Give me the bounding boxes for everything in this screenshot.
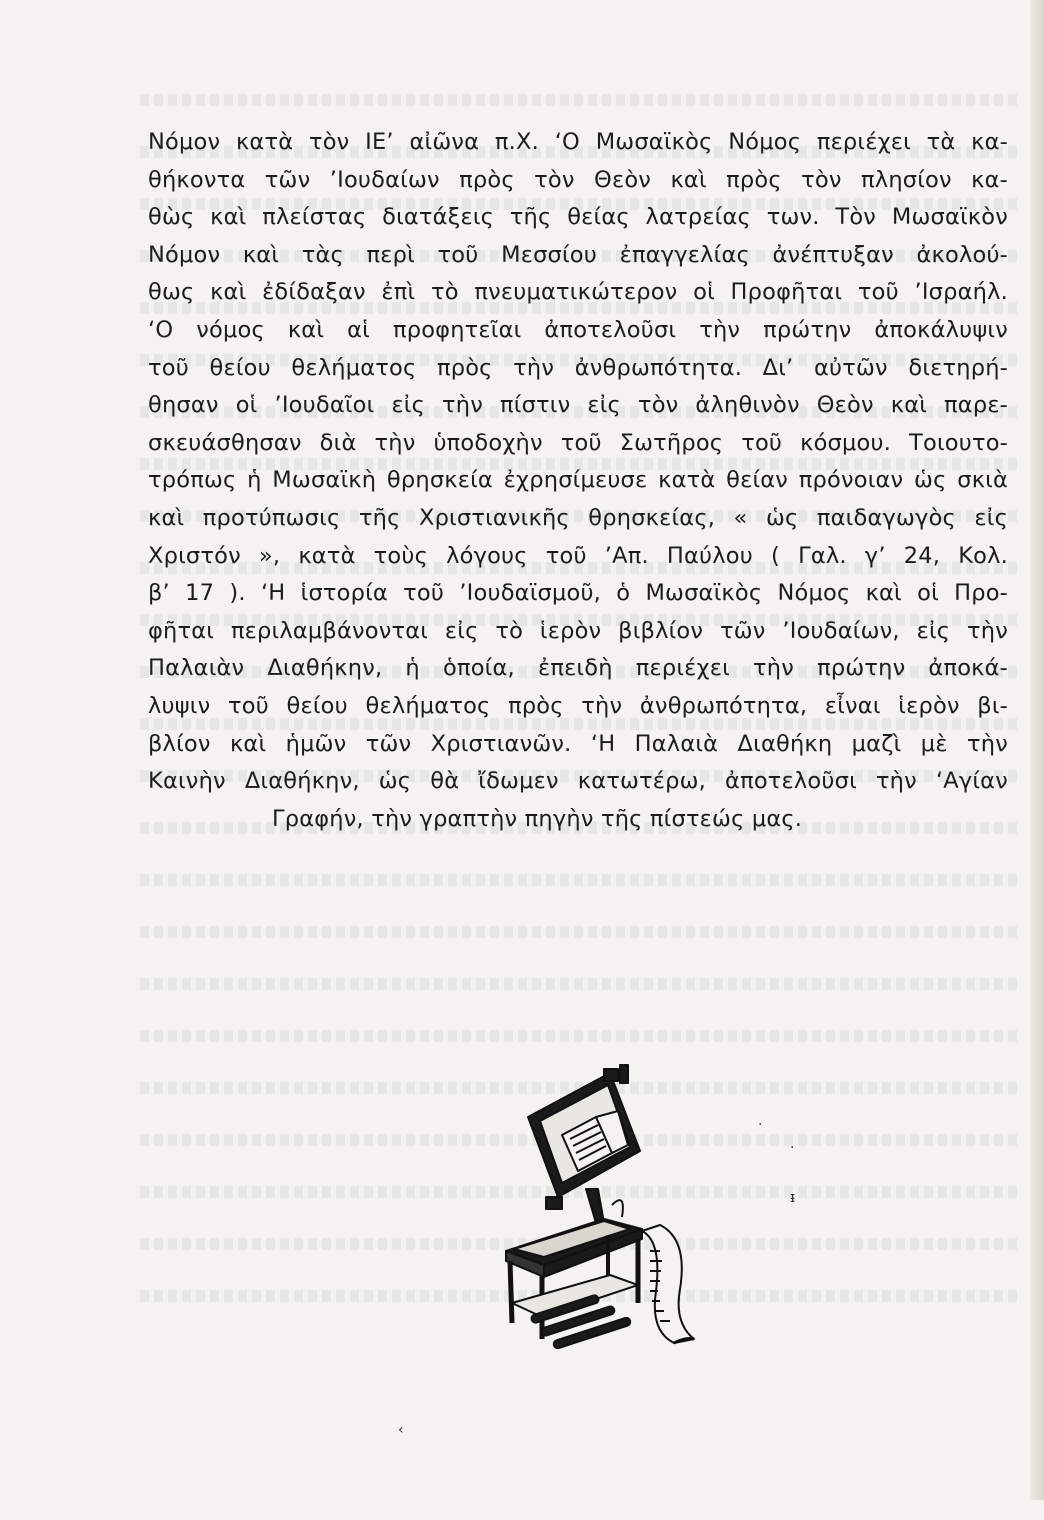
text-line: Χριστόν », κατὰ τοὺς λόγους τοῦ ’Απ. Παύλου ( Γαλ. γ’ 24, Κολ. (148, 542, 1008, 569)
text-line: Παλαιὰν Διαθήκην, ἡ ὁποία, ἐπειδὴ περιέχει τὴν πρώτην ἀποκά- (148, 655, 1008, 682)
text-line: τρόπως ἡ Μωσαϊκὴ θρησκεία ἐχρησίμευσε κατὰ θείαν πρόνοιαν ὡς σκιὰ (148, 467, 1008, 494)
text-line: β’ 17 ). ‘Η ἱστορία τοῦ ’Ιουδαϊσμοῦ, ὁ Μωσαϊκὸς Νόμος καὶ οἱ Προ- (148, 580, 1008, 607)
text-line: τοῦ θείου θελήματος πρὸς τὴν ἀνθρωπότητα. Δι’ αὐτῶν διετηρή- (148, 354, 1008, 381)
text-line-last: Γραφήν, τὴν γραπτὴν πηγὴν τῆς πίστεώς μας. (272, 805, 803, 832)
text-line: θὼς καὶ πλείστας διατάξεις τῆς θείας λατρείας των. Τὸν Μωσαϊκὸν (148, 204, 1008, 231)
ink-speck: · (790, 1140, 795, 1156)
text-line: ‘Ο νόμος καὶ αἱ προφητεῖαι ἀποτελοῦσι τὴν πρώτην ἀποκάλυψιν (148, 316, 1008, 343)
text-line: Καινὴν Διαθήκην, ὡς θὰ ἴδωμεν κατωτέρω, ἀποτελοῦσι τὴν ‘Αγίαν (148, 768, 1008, 795)
ink-speck: ‹ (398, 1422, 404, 1438)
ink-speck: . (758, 1113, 763, 1129)
text-line: βλίον καὶ ἡμῶν τῶν Χριστιανῶν. ‘Η Παλαιὰ Διαθήκη μαζὶ μὲ τὴν (148, 730, 1008, 757)
main-paragraph (148, 124, 1008, 838)
text-line: σκευάσθησαν διὰ τὴν ὑποδοχὴν τοῦ Σωτῆρος τοῦ κόσμου. Τοιουτο- (148, 429, 1008, 456)
text-line: θησαν οἱ ’Ιουδαῖοι εἰς τὴν πίστιν εἰς τὸν ἀληθινὸν Θεὸν καὶ παρε- (148, 392, 1008, 419)
text-line: Νόμον καὶ τὰς περὶ τοῦ Μεσσίου ἐπαγγελίας ἀνέπτυξαν ἀκολού- (148, 241, 1008, 268)
text-line: θως καὶ ἐδίδαξαν ἐπὶ τὸ πνευματικώτερον οἱ Προφῆται τοῦ ’Ισραήλ. (148, 279, 1008, 306)
page-edge (1030, 0, 1044, 1500)
text-line: Νόμον κατὰ τὸν ΙΕ’ αἰῶνα π.Χ. ‘Ο Μωσαϊκὸς Νόμος περιέχει τὰ κα- (148, 129, 1008, 155)
ink-speck: ᵻ (790, 1190, 796, 1206)
text-line: θήκοντα τῶν ’Ιουδαίων πρὸς τὸν Θεὸν καὶ πρὸς τὸν πλησίον κα- (148, 166, 1008, 193)
text-line: καὶ προτύπωσις τῆς Χριστιανικῆς θρησκείας, « ὡς παιδαγωγὸς εἰς (148, 504, 1008, 531)
text-line: λυψιν τοῦ θείου θελήματος πρὸς τὴν ἀνθρωπότητα, εἶναι ἱερὸν βι- (148, 692, 1008, 719)
text-line: φῆται περιλαμβάνονται εἰς τὸ ἱερὸν βιβλίον τῶν ’Ιουδαίων, εἰς τὴν (148, 617, 1008, 644)
lectern-book-illustration (500, 1055, 830, 1355)
